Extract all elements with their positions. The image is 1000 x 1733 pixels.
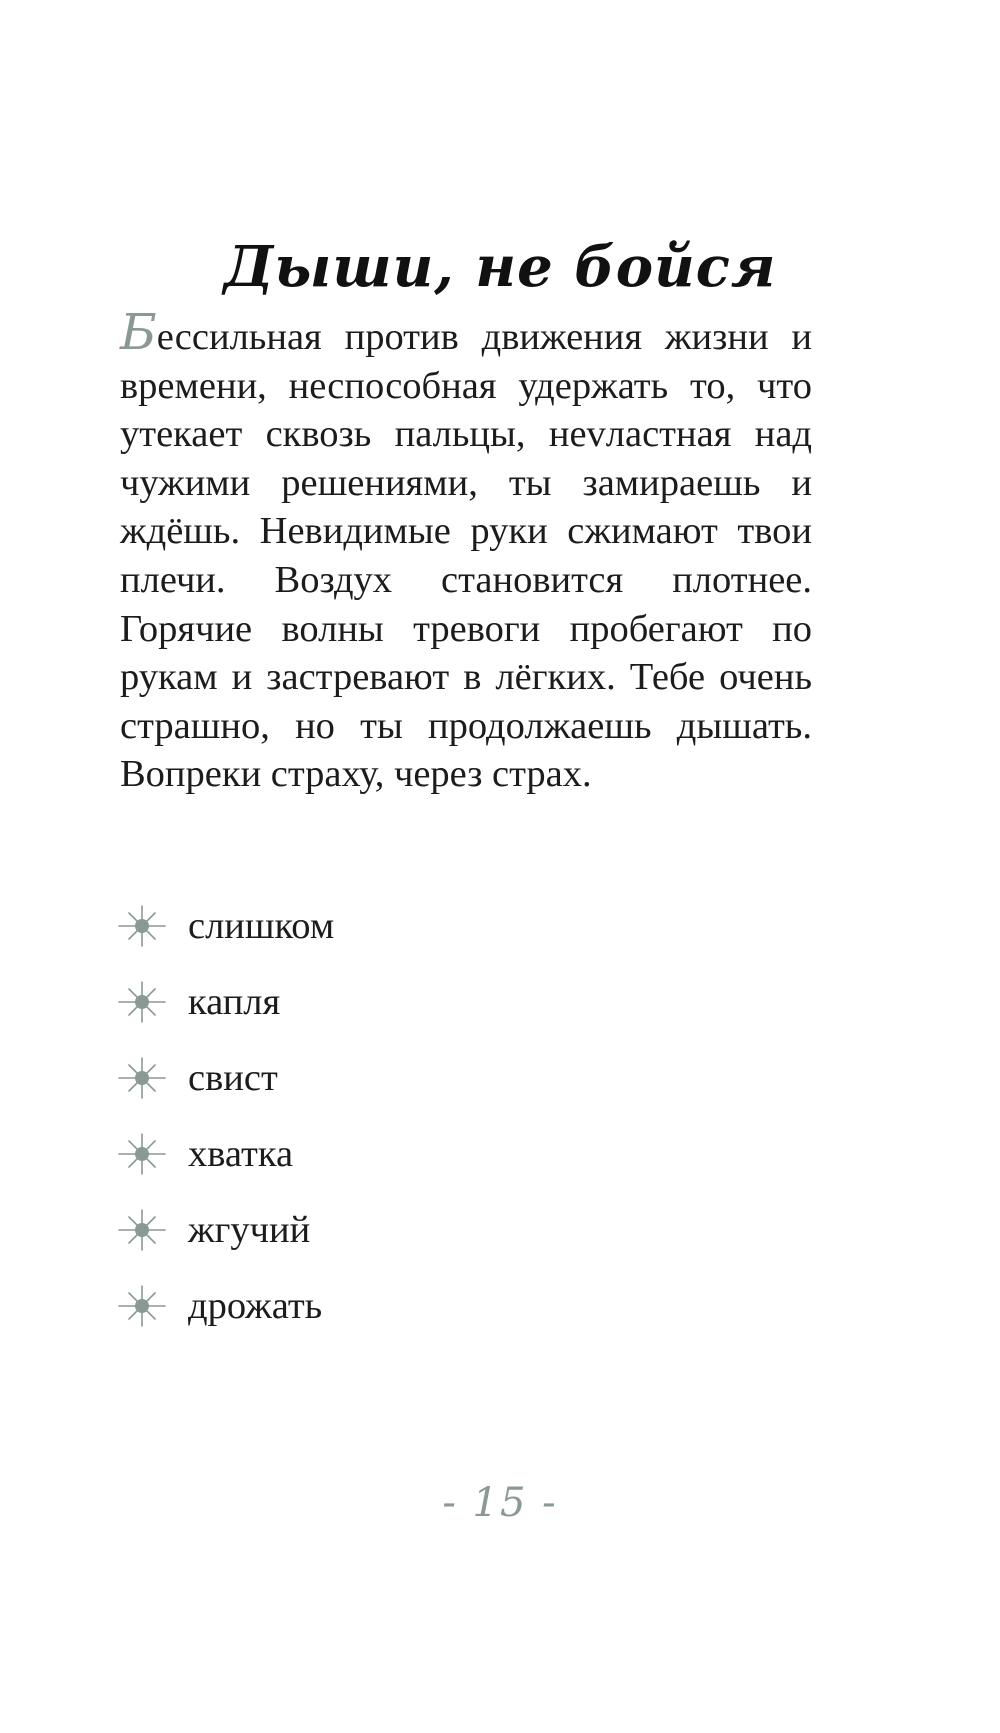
list-item xyxy=(118,1040,334,1116)
list-item-text: капля xyxy=(188,981,281,1023)
starburst-icon xyxy=(118,1054,166,1102)
word-list xyxy=(118,888,334,1344)
starburst-icon xyxy=(118,902,166,950)
list-item-text: жгучий xyxy=(188,1209,311,1251)
starburst-icon xyxy=(118,1282,166,1330)
starburst-icon xyxy=(118,1130,166,1178)
list-item-text: свист xyxy=(188,1057,278,1099)
page-number: - 15 - xyxy=(442,1480,558,1526)
starburst-icon xyxy=(118,1206,166,1254)
list-item xyxy=(118,964,334,1040)
list-item xyxy=(118,888,334,964)
paragraph-text: ессильная против движения жизни и времени, неспособная удержать то, что утекает сквозь пальцы, неvластная над чужими решениями, ты замираешь и ждёшь. Невидимые руки сжимают твои плечи. Воздух становится плотнее. Горячие волны тревоги пробегают по рукам и застревают в лёгких. Тебе очень страшно, но ты продолжаешь дышать. Вопреки страху, через страх. xyxy=(120,316,812,796)
page-title: Дыши, не бойся xyxy=(223,234,777,300)
list-item-text: слишком xyxy=(188,905,335,947)
list-item-text: дрожать xyxy=(188,1285,323,1327)
list-item xyxy=(118,1268,334,1344)
list-item-text: хватка xyxy=(188,1133,294,1175)
drop-cap: Б xyxy=(120,303,157,361)
list-item xyxy=(118,1116,334,1192)
list-item xyxy=(118,1192,334,1268)
starburst-icon xyxy=(118,978,166,1026)
body-paragraph xyxy=(120,303,812,799)
